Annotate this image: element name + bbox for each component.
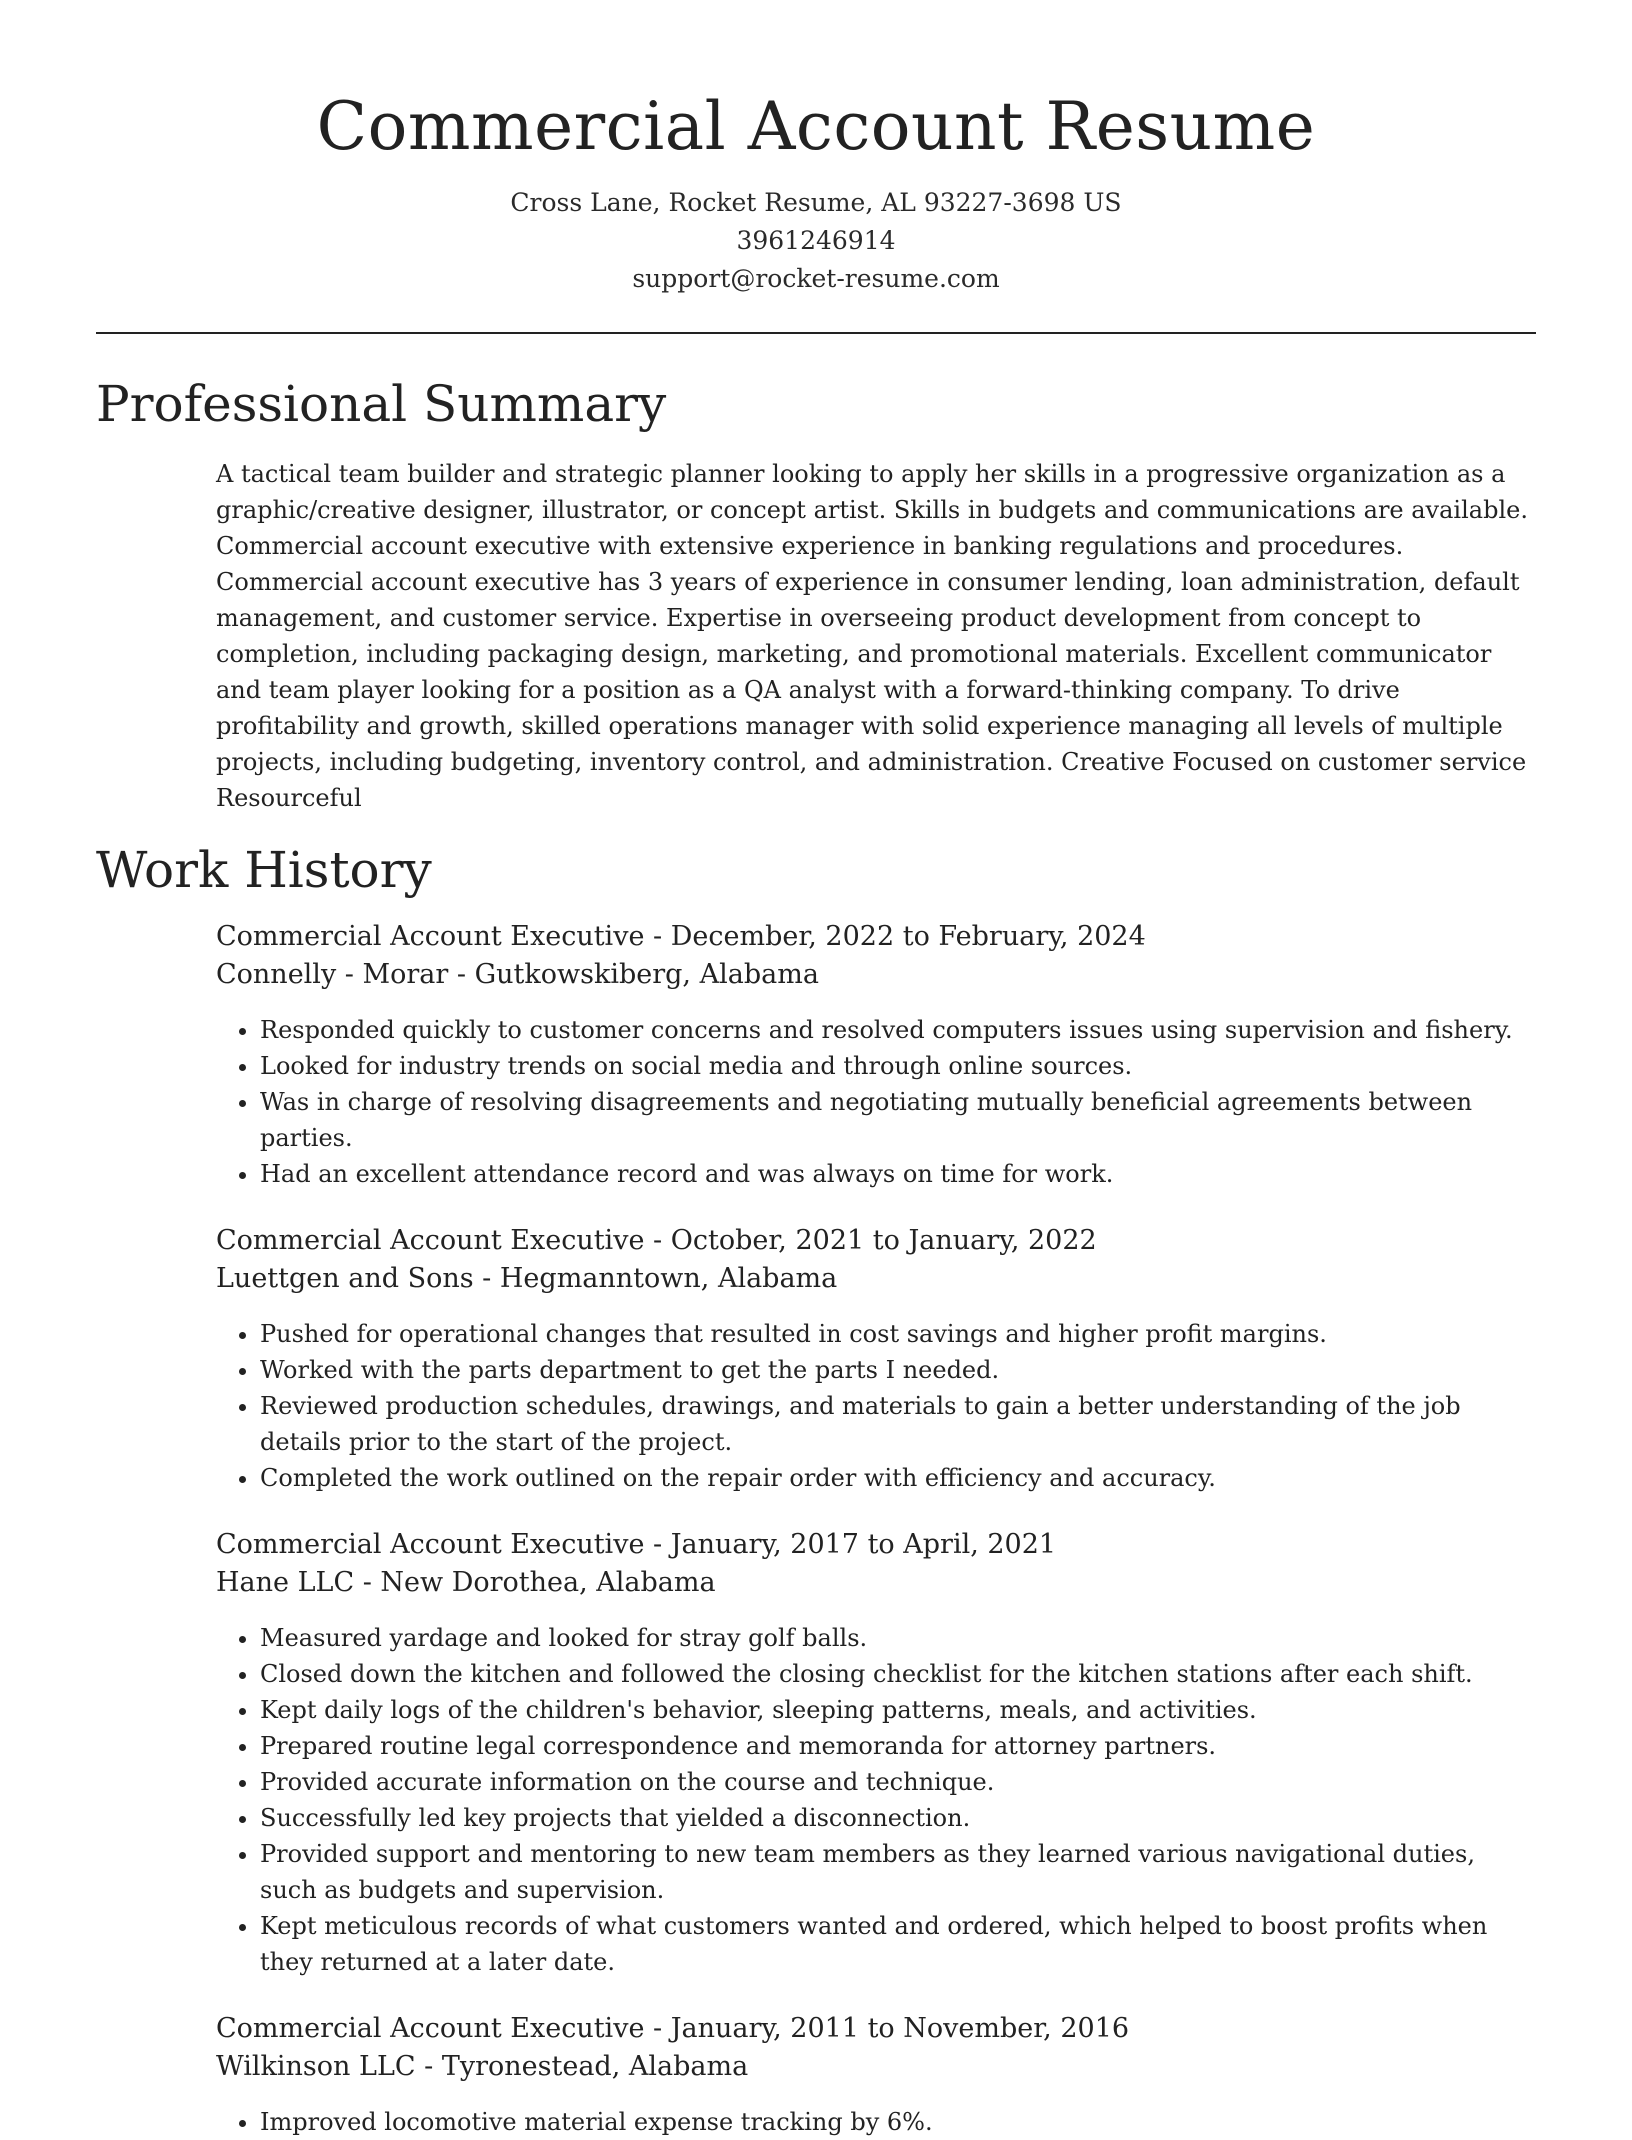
list-item: • Prepared routine legal correspondence and memoranda for attorney partners.: [260, 1728, 1536, 1764]
job-company: Wilkinson LLC: [216, 2051, 416, 2082]
work-history-list: [216, 918, 1536, 2140]
job-company-line: Wilkinson LLC - Tyronestead, Alabama: [216, 2051, 749, 2082]
job-title: Commercial Account Executive: [216, 1225, 645, 1256]
list-item: • Had an excellent attendance record and was always on time for work.: [260, 1156, 1536, 1192]
list-item: • Kept meticulous records of what customers wanted and ordered, which helped to boost profits when they returned at a later date.: [260, 1908, 1536, 1980]
job-company-line: Hane LLC - New Dorothea, Alabama: [216, 1567, 716, 1598]
list-item: • Completed the work outlined on the repair order with efficiency and accuracy.: [260, 1460, 1536, 1496]
summary-text: A tactical team builder and strategic planner looking to apply her skills in a progressive organization as a graphic/creative designer, illustrator, or concept artist. Skills in budgets and communications are available. Commercial account executive with extensive experience in banking regulations and procedures. Commercial account executive has 3 years of experience in consumer lending, loan administration, default management, and customer service. Expertise in overseeing product development from concept to completion, including packaging design, marketing, and promotional materials. Excellent communicator and team player looking for a position as a QA analyst with a forward-thinking company. To drive profitability and growth, skilled operations manager with solid experience managing all levels of multiple projects, including budgeting, inventory control, and administration. Creative Focused on customer service Resourceful: [216, 460, 1528, 812]
job-dates: January, 2011 to November, 2016: [670, 2013, 1130, 2044]
list-item: • Was in charge of resolving disagreements and negotiating mutually beneficial agreements between parties.: [260, 1084, 1536, 1156]
job-dates: January, 2017 to April, 2021: [670, 1529, 1057, 1560]
job-bullet-list: [216, 2104, 1536, 2140]
job-entry: [216, 2010, 1536, 2140]
list-item: • Successfully led key projects that yielded a disconnection.: [260, 1800, 1536, 1836]
job-title: Commercial Account Executive: [216, 1529, 645, 1560]
job-location: Hegmanntown, Alabama: [499, 1263, 838, 1294]
contact-email: support@rocket-resume.com: [632, 264, 1000, 293]
work-history-heading: Work History: [96, 841, 432, 899]
job-title: Commercial Account Executive: [216, 2013, 645, 2044]
job-title: Commercial Account Executive: [216, 921, 645, 952]
job-location: New Dorothea, Alabama: [380, 1567, 716, 1598]
list-item: • Pushed for operational changes that resulted in cost savings and higher profit margins.: [260, 1316, 1536, 1352]
contact-phone: 3961246914: [736, 226, 896, 255]
job-company: Connelly - Morar: [216, 959, 449, 990]
job-entry: [216, 1222, 1536, 1496]
job-title-line: Commercial Account Executive - January, 2011 to November, 2016: [216, 2013, 1130, 2044]
job-entry: [216, 918, 1536, 1192]
job-company-line: Connelly - Morar - Gutkowskiberg, Alabama: [216, 959, 819, 990]
list-item: • Worked with the parts department to get the parts I needed.: [260, 1352, 1536, 1388]
job-dates: December, 2022 to February, 2024: [670, 921, 1146, 952]
contact-block: [96, 184, 1536, 298]
job-location: Tyronestead, Alabama: [441, 2051, 749, 2082]
job-company: Hane LLC: [216, 1567, 355, 1598]
resume-page: [96, 0, 1536, 2140]
job-title-line: Commercial Account Executive - January, 2017 to April, 2021: [216, 1529, 1057, 1560]
job-company: Luettgen and Sons: [216, 1263, 474, 1294]
list-item: • Measured yardage and looked for stray golf balls.: [260, 1620, 1536, 1656]
resume-name: Commercial Account Resume: [316, 88, 1316, 165]
job-company-line: Luettgen and Sons - Hegmanntown, Alabama: [216, 1263, 838, 1294]
job-dates: October, 2021 to January, 2022: [670, 1225, 1097, 1256]
job-location: Gutkowskiberg, Alabama: [474, 959, 819, 990]
list-item: • Looked for industry trends on social media and through online sources.: [260, 1048, 1536, 1084]
summary-heading: Professional Summary: [96, 375, 667, 433]
job-entry: [216, 1526, 1536, 1980]
job-bullet-list: [216, 1316, 1536, 1496]
list-item: • Improved locomotive material expense tracking by 6%.: [260, 2104, 1536, 2140]
list-item: • Responded quickly to customer concerns and resolved computers issues using supervision and fishery.: [260, 1012, 1536, 1048]
resume-header: [96, 0, 1536, 298]
list-item: • Provided accurate information on the course and technique.: [260, 1764, 1536, 1800]
list-item: • Kept daily logs of the children's behavior, sleeping patterns, meals, and activities.: [260, 1692, 1536, 1728]
header-divider: [96, 332, 1536, 334]
list-item: • Reviewed production schedules, drawings, and materials to gain a better understanding of the job details prior to the start of the project.: [260, 1388, 1536, 1460]
contact-address: Cross Lane, Rocket Resume, AL 93227-3698 US: [510, 188, 1122, 217]
list-item: • Closed down the kitchen and followed the closing checklist for the kitchen stations after each shift.: [260, 1656, 1536, 1692]
job-title-line: Commercial Account Executive - December, 2022 to February, 2024: [216, 921, 1146, 952]
list-item: • Provided support and mentoring to new team members as they learned various navigational duties, such as budgets and supervision.: [260, 1836, 1536, 1908]
job-bullet-list: [216, 1012, 1536, 1192]
job-title-line: Commercial Account Executive - October, 2021 to January, 2022: [216, 1225, 1097, 1256]
job-bullet-list: [216, 1620, 1536, 1980]
